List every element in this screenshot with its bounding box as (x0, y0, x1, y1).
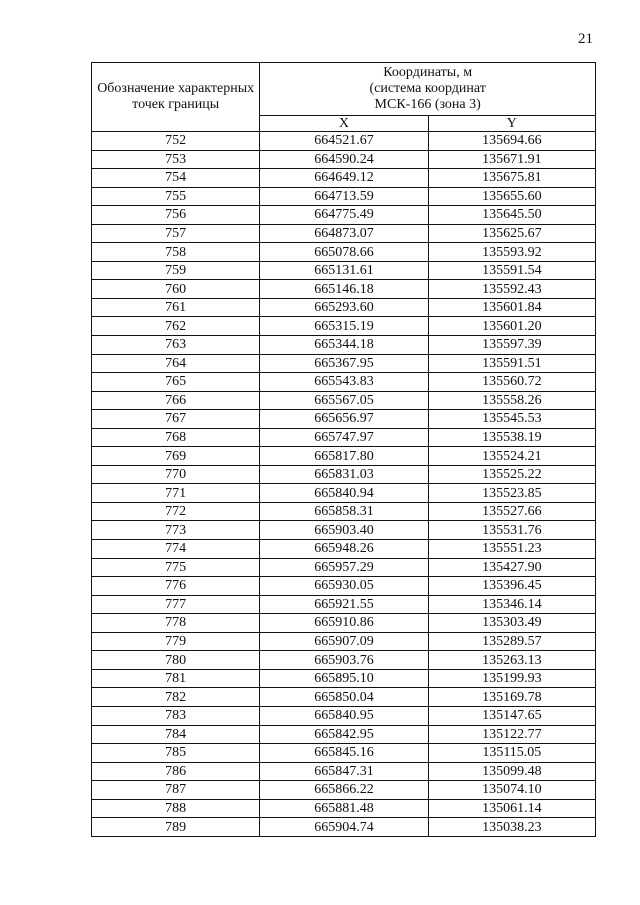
x-coordinate-cell: 665293.60 (260, 298, 428, 317)
y-coordinate-cell: 135038.23 (428, 818, 595, 837)
point-id-cell: 780 (92, 651, 260, 670)
y-coordinate-cell: 135289.57 (428, 632, 595, 651)
x-coordinate-cell: 665747.97 (260, 428, 428, 447)
table-row (92, 224, 596, 243)
x-coordinate-cell: 664713.59 (260, 187, 428, 206)
y-coordinate-cell: 135694.66 (428, 132, 595, 151)
table-row (92, 261, 596, 280)
y-coordinate-cell: 135545.53 (428, 410, 595, 429)
coordinates-header-line-3: МСК-166 (зона 3) (374, 97, 481, 112)
point-id-cell: 766 (92, 391, 260, 410)
table-row (92, 632, 596, 651)
point-id-cell: 779 (92, 632, 260, 651)
point-id-cell: 784 (92, 725, 260, 744)
y-coordinate-cell: 135655.60 (428, 187, 595, 206)
x-coordinate-cell: 665847.31 (260, 762, 428, 781)
point-id-cell: 767 (92, 410, 260, 429)
x-coordinate-cell: 665146.18 (260, 280, 428, 299)
y-coordinate-cell: 135263.13 (428, 651, 595, 670)
table-row (92, 651, 596, 670)
table-row (92, 132, 596, 151)
point-id-cell: 776 (92, 577, 260, 596)
table-row (92, 410, 596, 429)
point-id-cell: 759 (92, 261, 260, 280)
y-coordinate-cell: 135523.85 (428, 484, 595, 503)
point-id-cell: 783 (92, 706, 260, 725)
point-designation-header: Обозначение характерных точек границы (92, 63, 260, 132)
y-coordinate-cell: 135645.50 (428, 206, 595, 225)
coordinates-header (260, 63, 596, 116)
y-coordinate-cell: 135601.20 (428, 317, 595, 336)
table-row (92, 373, 596, 392)
coordinates-header-line-1: Координаты, м (383, 65, 473, 80)
y-coordinate-cell: 135591.51 (428, 354, 595, 373)
point-id-cell: 762 (92, 317, 260, 336)
point-id-cell: 758 (92, 243, 260, 262)
table-row (92, 799, 596, 818)
table-row (92, 336, 596, 355)
x-coordinate-cell: 664873.07 (260, 224, 428, 243)
point-id-cell: 777 (92, 595, 260, 614)
table-row (92, 391, 596, 410)
x-coordinate-cell: 665656.97 (260, 410, 428, 429)
table-row (92, 298, 596, 317)
table-row (92, 688, 596, 707)
table-row (92, 354, 596, 373)
point-id-cell: 771 (92, 484, 260, 503)
point-id-cell: 778 (92, 614, 260, 633)
x-coordinate-cell: 665895.10 (260, 669, 428, 688)
y-coordinate-cell: 135524.21 (428, 447, 595, 466)
x-column-header: X (260, 116, 428, 132)
y-coordinate-cell: 135538.19 (428, 428, 595, 447)
x-coordinate-cell: 665903.76 (260, 651, 428, 670)
table-row (92, 669, 596, 688)
table-row (92, 280, 596, 299)
x-coordinate-cell: 665367.95 (260, 354, 428, 373)
x-coordinate-cell: 665078.66 (260, 243, 428, 262)
y-coordinate-cell: 135396.45 (428, 577, 595, 596)
x-coordinate-cell: 665831.03 (260, 465, 428, 484)
y-coordinate-cell: 135560.72 (428, 373, 595, 392)
y-coordinate-cell: 135601.84 (428, 298, 595, 317)
y-coordinate-cell: 135625.67 (428, 224, 595, 243)
table-row (92, 465, 596, 484)
table-row (92, 725, 596, 744)
x-coordinate-cell: 664649.12 (260, 169, 428, 188)
table-row (92, 595, 596, 614)
x-coordinate-cell: 665881.48 (260, 799, 428, 818)
point-id-cell: 772 (92, 502, 260, 521)
y-coordinate-cell: 135525.22 (428, 465, 595, 484)
x-coordinate-cell: 664521.67 (260, 132, 428, 151)
table-row (92, 484, 596, 503)
x-coordinate-cell: 665866.22 (260, 781, 428, 800)
x-coordinate-cell: 665910.86 (260, 614, 428, 633)
point-id-cell: 760 (92, 280, 260, 299)
x-coordinate-cell: 665567.05 (260, 391, 428, 410)
y-coordinate-cell: 135531.76 (428, 521, 595, 540)
x-coordinate-cell: 665850.04 (260, 688, 428, 707)
x-coordinate-cell: 665817.80 (260, 447, 428, 466)
x-coordinate-cell: 665957.29 (260, 558, 428, 577)
point-id-cell: 765 (92, 373, 260, 392)
table-row (92, 521, 596, 540)
point-id-cell: 775 (92, 558, 260, 577)
x-coordinate-cell: 665921.55 (260, 595, 428, 614)
table-row (92, 614, 596, 633)
y-coordinate-cell: 135591.54 (428, 261, 595, 280)
point-id-cell: 761 (92, 298, 260, 317)
y-coordinate-cell: 135597.39 (428, 336, 595, 355)
table-row (92, 781, 596, 800)
y-coordinate-cell: 135592.43 (428, 280, 595, 299)
y-coordinate-cell: 135593.92 (428, 243, 595, 262)
y-coordinate-cell: 135671.91 (428, 150, 595, 169)
x-coordinate-cell: 665840.94 (260, 484, 428, 503)
table-row (92, 502, 596, 521)
table-row (92, 540, 596, 559)
x-coordinate-cell: 665842.95 (260, 725, 428, 744)
x-coordinate-cell: 665344.18 (260, 336, 428, 355)
x-coordinate-cell: 665845.16 (260, 744, 428, 763)
y-coordinate-cell: 135346.14 (428, 595, 595, 614)
x-coordinate-cell: 665315.19 (260, 317, 428, 336)
y-coordinate-cell: 135115.05 (428, 744, 595, 763)
table-row (92, 150, 596, 169)
table-row (92, 243, 596, 262)
x-coordinate-cell: 665948.26 (260, 540, 428, 559)
point-id-cell: 789 (92, 818, 260, 837)
table-row (92, 818, 596, 837)
point-id-cell: 782 (92, 688, 260, 707)
page-number: 21 (578, 31, 593, 47)
table-body (92, 132, 596, 837)
point-id-cell: 785 (92, 744, 260, 763)
point-id-cell: 781 (92, 669, 260, 688)
point-id-cell: 786 (92, 762, 260, 781)
y-column-header: Y (428, 116, 595, 132)
point-id-cell: 753 (92, 150, 260, 169)
y-coordinate-cell: 135551.23 (428, 540, 595, 559)
y-coordinate-cell: 135427.90 (428, 558, 595, 577)
point-id-cell: 773 (92, 521, 260, 540)
y-coordinate-cell: 135061.14 (428, 799, 595, 818)
y-coordinate-cell: 135527.66 (428, 502, 595, 521)
y-coordinate-cell: 135558.26 (428, 391, 595, 410)
table-row (92, 428, 596, 447)
point-id-cell: 763 (92, 336, 260, 355)
y-coordinate-cell: 135675.81 (428, 169, 595, 188)
point-id-cell: 754 (92, 169, 260, 188)
table-row (92, 187, 596, 206)
x-coordinate-cell: 664590.24 (260, 150, 428, 169)
coordinates-header-line-2: (система координат (369, 81, 486, 96)
point-id-cell: 764 (92, 354, 260, 373)
x-coordinate-cell: 665543.83 (260, 373, 428, 392)
point-id-cell: 756 (92, 206, 260, 225)
point-id-cell: 787 (92, 781, 260, 800)
y-coordinate-cell: 135074.10 (428, 781, 595, 800)
table-row (92, 447, 596, 466)
x-coordinate-cell: 664775.49 (260, 206, 428, 225)
coordinates-table (91, 62, 596, 837)
x-coordinate-cell: 665907.09 (260, 632, 428, 651)
table-row (92, 169, 596, 188)
x-coordinate-cell: 665903.40 (260, 521, 428, 540)
y-coordinate-cell: 135199.93 (428, 669, 595, 688)
table-row (92, 558, 596, 577)
x-coordinate-cell: 665930.05 (260, 577, 428, 596)
table-row (92, 706, 596, 725)
point-id-cell: 774 (92, 540, 260, 559)
table-row (92, 206, 596, 225)
table-row (92, 744, 596, 763)
point-id-cell: 757 (92, 224, 260, 243)
table-row (92, 317, 596, 336)
point-id-cell: 768 (92, 428, 260, 447)
y-coordinate-cell: 135303.49 (428, 614, 595, 633)
y-coordinate-cell: 135099.48 (428, 762, 595, 781)
point-id-cell: 769 (92, 447, 260, 466)
point-id-cell: 755 (92, 187, 260, 206)
table-row (92, 762, 596, 781)
table-row (92, 577, 596, 596)
y-coordinate-cell: 135147.65 (428, 706, 595, 725)
point-id-cell: 770 (92, 465, 260, 484)
y-coordinate-cell: 135122.77 (428, 725, 595, 744)
y-coordinate-cell: 135169.78 (428, 688, 595, 707)
x-coordinate-cell: 665858.31 (260, 502, 428, 521)
x-coordinate-cell: 665131.61 (260, 261, 428, 280)
x-coordinate-cell: 665840.95 (260, 706, 428, 725)
point-id-cell: 752 (92, 132, 260, 151)
point-id-cell: 788 (92, 799, 260, 818)
x-coordinate-cell: 665904.74 (260, 818, 428, 837)
